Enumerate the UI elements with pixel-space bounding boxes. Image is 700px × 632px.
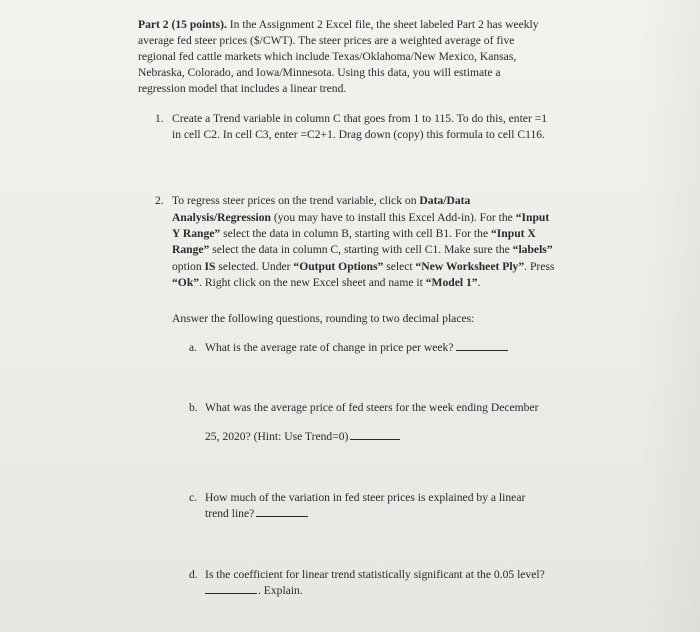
answer-instructions: Answer the following questions, rounding to two decimal places:	[172, 312, 475, 325]
step-2-line-6: “Ok”. Right click on the new Excel sheet and name it “Model 1”.	[172, 276, 481, 289]
step-2-line-1: To regress steer prices on the trend variable, click on Data/Data	[172, 194, 471, 207]
question-c-line-1: How much of the variation in fed steer prices is explained by a linear	[205, 491, 526, 504]
question-d-label: d.	[189, 568, 198, 581]
intro-text-1: In the Assignment 2 Excel file, the sheet labeled Part 2 has weekly	[226, 18, 539, 31]
step-1-line-1: Create a Trend variable in column C that goes from 1 to 115. To do this, enter =1	[172, 112, 548, 125]
answer-blank-b[interactable]	[350, 429, 400, 440]
step-1-line-2: in cell C2. In cell C3, enter =C2+1. Drag down (copy) this formula to cell C116.	[172, 128, 545, 141]
intro-line-1	[138, 17, 578, 33]
question-d-line-2: . Explain.	[205, 583, 303, 599]
question-b-line-2: 25, 2020? (Hint: Use Trend=0)	[205, 429, 400, 445]
question-a-text: What is the average rate of change in price per week?	[205, 340, 508, 356]
page-shadow	[640, 0, 700, 632]
question-c-label: c.	[189, 491, 198, 504]
intro-line-2: average fed steer prices ($/CWT). The steer prices are a weighted average of five	[138, 34, 515, 47]
question-a-label: a.	[189, 341, 198, 354]
intro-line-5: regression model that includes a linear trend.	[138, 82, 347, 95]
step-2-line-2: Analysis/Regression (you may have to install this Excel Add-in). For the “Input	[172, 211, 550, 224]
question-d-line-1: Is the coefficient for linear trend statistically significant at the 0.05 level?	[205, 568, 545, 581]
step-2-number: 2.	[155, 194, 164, 207]
answer-blank-a[interactable]	[456, 340, 508, 351]
question-b-line-1: What was the average price of fed steers for the week ending December	[205, 401, 539, 414]
step-1-number: 1.	[155, 112, 164, 125]
intro-line-4: Nebraska, Colorado, and Iowa/Minnesota. Using this data, you will estimate a	[138, 66, 501, 79]
part-heading: Part 2 (15 points).	[138, 18, 227, 31]
question-c-line-2: trend line?	[205, 506, 308, 522]
intro-line-3: regional fed cattle markets which include Texas/Oklahoma/New Mexico, Kansas,	[138, 50, 517, 63]
step-2-line-4: Range” select the data in column C, starting with cell C1. Make sure the “labels”	[172, 243, 553, 256]
question-b-label: b.	[189, 401, 198, 414]
answer-blank-d[interactable]	[205, 583, 257, 594]
answer-blank-c[interactable]	[256, 506, 308, 517]
step-2-line-3: Y Range” select the data in column B, starting with cell B1. For the “Input X	[172, 227, 536, 240]
intro-paragraph	[138, 17, 578, 97]
step-2-line-5: option IS selected. Under “Output Options” select “New Worksheet Ply”. Press	[172, 260, 555, 273]
